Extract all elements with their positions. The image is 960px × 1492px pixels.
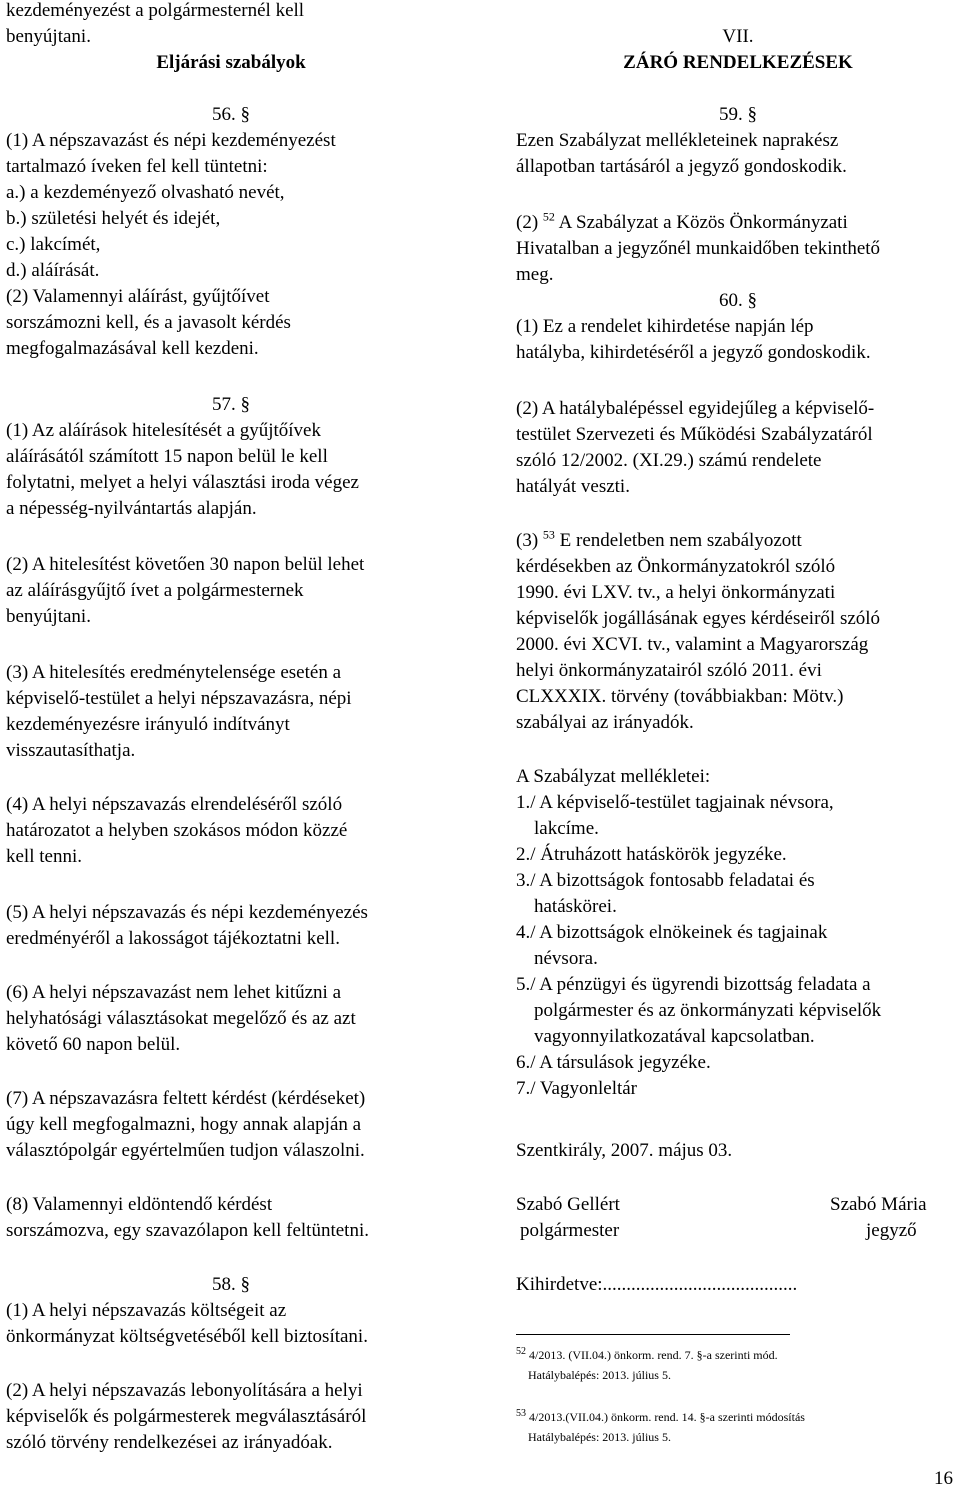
- text-line: (5) A helyi népszavazás és népi kezdeményezés: [6, 902, 368, 923]
- text-line: folytatni, melyet a helyi választási iroda végez: [6, 472, 359, 493]
- signatory-2-name: Szabó Mária: [830, 1194, 927, 1215]
- section-heading: Eljárási szabályok: [156, 52, 306, 73]
- text-line: c.) lakcímét,: [6, 234, 101, 255]
- section-title-59: 59. §: [719, 104, 757, 125]
- text-line: határozatot a helyben szokásos módon közzé: [6, 820, 348, 841]
- text-line: 1990. évi LXV. tv., a helyi önkormányzati: [516, 582, 836, 603]
- section-title-56: 56. §: [212, 104, 250, 125]
- chapter-title: ZÁRÓ RENDELKEZÉSEK: [623, 52, 853, 73]
- text-line-with-footnote: (3) $^{53}$ E rendeletben nem szabályozott: [516, 527, 802, 551]
- place-date: Szentkirály, 2007. május 03.: [516, 1140, 733, 1161]
- footnote-52: $^{52}$ 4/2013. (VII.04.) önkorm. rend. 7. §-a szerinti mód.: [516, 1346, 778, 1362]
- footnote-separator: [516, 1334, 790, 1335]
- signatory-1-title: polgármester: [520, 1220, 620, 1241]
- text-line: helyhatósági választásokat megelőző és az azt: [6, 1008, 356, 1029]
- intro-line: benyújtani.: [6, 26, 91, 47]
- text-line: (1) A helyi népszavazás költségeit az: [6, 1300, 287, 1321]
- footnote-number: 52: [516, 1346, 526, 1357]
- text-line: (2) A helyi népszavazás lebonyolítására a helyi: [6, 1380, 363, 1401]
- intro-line: kezdeményezést a polgármesternél kell: [6, 0, 305, 21]
- footnote-ref: 52: [542, 209, 555, 224]
- annex-item: 5./ A pénzügyi és ügyrendi bizottság feladata a: [516, 974, 871, 995]
- text-line: a.) a kezdeményező olvasható nevét,: [6, 182, 285, 203]
- text-line: kérdésekben az Önkormányzatokról szóló: [516, 556, 836, 577]
- text-line: kezdeményezésre irányuló indítványt: [6, 714, 290, 735]
- annex-item: 6./ A társulások jegyzéke.: [516, 1052, 711, 1073]
- chapter-number: VII.: [722, 26, 754, 47]
- text-line: benyújtani.: [6, 606, 91, 627]
- text-line: tartalmazó íveken fel kell tüntetni:: [6, 156, 268, 177]
- text-line: b.) születési helyét és idejét,: [6, 208, 221, 229]
- text-line: hatályát veszti.: [516, 476, 630, 497]
- text-line: kell tenni.: [6, 846, 82, 867]
- text-line: szóló törvény rendelkezései az irányadóak.: [6, 1432, 333, 1453]
- footnote-53-line2: Hatálybalépés: 2013. július 5.: [528, 1430, 671, 1444]
- section-title-57: 57. §: [212, 394, 250, 415]
- text-line-with-footnote: (2) $^{52}$ A Szabályzat a Közös Önkormányzati: [516, 209, 848, 233]
- text-line: helyi önkormányzatairól szóló 2011. évi: [516, 660, 822, 681]
- text-line: d.) aláírását.: [6, 260, 100, 281]
- text-line: (7) A népszavazásra feltett kérdést (kérdéseket): [6, 1088, 366, 1109]
- text-line: Hivatalban a jegyzőnél munkaidőben tekinthető: [516, 238, 881, 259]
- footnote-53: $^{53}$ 4/2013.(VII.04.) önkorm. rend. 14. §-a szerinti módosítás: [516, 1408, 805, 1424]
- text-line: képviselők és polgármesterek megválasztásáról: [6, 1406, 367, 1427]
- annex-item: polgármester és az önkormányzati képviselők: [534, 1000, 882, 1021]
- text-line: testület Szervezeti és Működési Szabályzatáról: [516, 424, 873, 445]
- text-line: 2000. évi XCVI. tv., valamint a Magyarország: [516, 634, 869, 655]
- annex-item: 2./ Átruházott hatáskörök jegyzéke.: [516, 844, 787, 865]
- signatory-2-title: jegyző: [866, 1220, 917, 1241]
- text-line: (1) A népszavazást és népi kezdeményezést: [6, 130, 336, 151]
- text-line: CLXXXIX. törvény (továbbiakban: Mötv.): [516, 686, 844, 707]
- text-line: eredményéről a lakosságot tájékoztatni kell.: [6, 928, 340, 949]
- text-line: Ezen Szabályzat mellékleteinek naprakész: [516, 130, 839, 151]
- text-line: (6) A helyi népszavazást nem lehet kitűzni a: [6, 982, 342, 1003]
- signatory-1-name: Szabó Gellért: [516, 1194, 620, 1215]
- text-line: (4) A helyi népszavazás elrendeléséről szóló: [6, 794, 343, 815]
- annex-item: 3./ A bizottságok fontosabb feladatai és: [516, 870, 815, 891]
- annex-item: 7./ Vagyonleltár: [516, 1078, 638, 1099]
- text-line: képviselő-testület a helyi népszavazásra, népi: [6, 688, 352, 709]
- text-line: szabályai az irányadók.: [516, 712, 694, 733]
- text-line: a népesség-nyilvántartás alapján.: [6, 498, 257, 519]
- text-line: sorszámozva, egy szavazólapon kell feltüntetni.: [6, 1220, 369, 1241]
- text-line: úgy kell megfogalmazni, hogy annak alapján a: [6, 1114, 362, 1135]
- text-line: (2) Valamennyi aláírást, gyűjtőívet: [6, 286, 270, 307]
- text-line: választópolgár egyértelműen tudjon válaszolni.: [6, 1140, 365, 1161]
- text-line: állapotban tartásáról a jegyző gondoskodik.: [516, 156, 847, 177]
- page-number: 16: [934, 1468, 953, 1489]
- text-line: sorszámozni kell, és a javasolt kérdés: [6, 312, 291, 333]
- promulgation-line: Kihirdetve:.........................................: [516, 1274, 798, 1295]
- text-line: követő 60 napon belül.: [6, 1034, 181, 1055]
- footnote-number: 53: [516, 1408, 526, 1419]
- text-line: (2) A hitelesítést követően 30 napon belül lehet: [6, 554, 365, 575]
- annex-item: 1./ A képviselő-testület tagjainak névsora,: [516, 792, 834, 813]
- text-line: (2) A hatálybalépéssel egyidejűleg a képviselő-: [516, 398, 875, 419]
- text-line: képviselők jogállásának egyes kérdéseiről szóló: [516, 608, 881, 629]
- annex-title: A Szabályzat mellékletei:: [516, 766, 711, 787]
- text-line: (3) A hitelesítés eredménytelensége esetén a: [6, 662, 342, 683]
- annex-item: névsora.: [534, 948, 598, 969]
- text-line: szóló 12/2002. (XI.29.) számú rendelete: [516, 450, 822, 471]
- annex-item: hatáskörei.: [534, 896, 617, 917]
- text-line: aláírásától számított 15 napon belül le kell: [6, 446, 328, 467]
- section-title-60: 60. §: [719, 290, 757, 311]
- text-line: (8) Valamennyi eldöntendő kérdést: [6, 1194, 273, 1215]
- section-title-58: 58. §: [212, 1274, 250, 1295]
- text-line: (1) Ez a rendelet kihirdetése napján lép: [516, 316, 814, 337]
- text-line: az aláírásgyűjtő ívet a polgármesternek: [6, 580, 304, 601]
- text-line: meg.: [516, 264, 554, 285]
- annex-item: lakcíme.: [534, 818, 599, 839]
- annex-item: 4./ A bizottságok elnökeinek és tagjainak: [516, 922, 828, 943]
- text-line: (1) Az aláírások hitelesítését a gyűjtőívek: [6, 420, 321, 441]
- text-line: megfogalmazásával kell kezdeni.: [6, 338, 259, 359]
- footnote-ref: 53: [542, 527, 555, 542]
- text-line: hatályba, kihirdetéséről a jegyző gondoskodik.: [516, 342, 871, 363]
- text-line: önkormányzat költségvetéséből kell biztosítani.: [6, 1326, 368, 1347]
- annex-item: vagyonnyilatkozatával kapcsolatban.: [534, 1026, 815, 1047]
- footnote-52-line2: Hatálybalépés: 2013. július 5.: [528, 1368, 671, 1382]
- text-line: visszautasíthatja.: [6, 740, 136, 761]
